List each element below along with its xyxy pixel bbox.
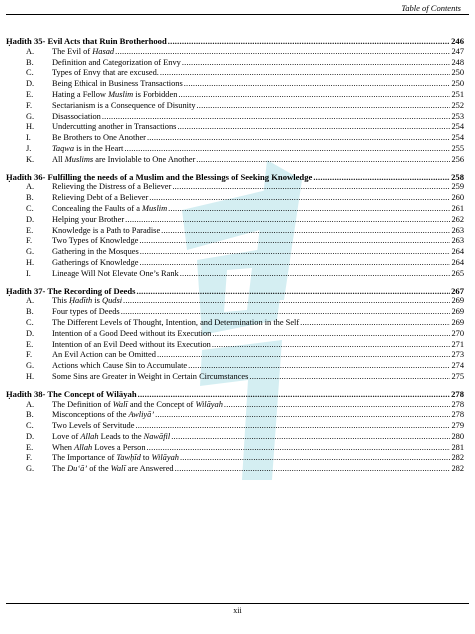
toc-section-heading[interactable] — [0, 389, 475, 400]
dot-leader — [136, 286, 450, 297]
toc-item[interactable] — [0, 464, 475, 475]
item-letter: C. — [26, 317, 34, 327]
item-letter: G. — [26, 361, 35, 371]
dot-leader — [149, 193, 450, 204]
dot-leader — [115, 47, 450, 58]
title-text: is Forbidden — [133, 89, 178, 99]
title-text: Relieving the Distress of a Believer — [52, 182, 172, 192]
title-text: Some Sins are Greater in Weight in Certain Circumstances — [52, 371, 249, 381]
item-letter: F. — [26, 453, 33, 463]
item-title — [52, 79, 183, 90]
dot-leader — [300, 318, 450, 329]
toc-item[interactable] — [0, 112, 475, 123]
title-text: are Inviolable to One Another — [93, 154, 196, 164]
dot-leader — [180, 269, 451, 280]
page-ref: 256 — [451, 154, 464, 164]
italic-term: Tawḥīd — [116, 453, 141, 463]
title-text: Gatherings of Knowledge — [52, 257, 139, 267]
item-title — [52, 226, 160, 237]
item-letter: F. — [26, 236, 33, 246]
dot-leader — [168, 36, 450, 47]
item-title — [52, 182, 171, 193]
dot-leader — [140, 247, 451, 258]
italic-term: Walī — [112, 399, 128, 409]
item-title — [52, 410, 154, 421]
toc-item[interactable] — [0, 144, 475, 155]
title-text: The Different Levels of Thought, Intention, and Determination in the Self — [52, 317, 300, 327]
page-ref: 274 — [451, 361, 464, 371]
italic-term: Nawāfil — [143, 431, 171, 441]
item-title — [52, 329, 211, 340]
title-text: Lineage Will Not Elevate One’s Rank — [52, 268, 179, 278]
toc-item[interactable] — [0, 47, 475, 58]
dot-leader — [224, 400, 451, 411]
dot-leader — [138, 389, 451, 400]
toc-item[interactable] — [0, 182, 475, 193]
dot-leader — [157, 350, 450, 361]
page-ref: 250 — [451, 79, 464, 89]
item-title — [52, 155, 195, 166]
page-ref: 269 — [451, 307, 464, 317]
item-title — [52, 47, 114, 58]
italic-term: Allah — [74, 442, 93, 452]
title-text: Four types of Deeds — [52, 307, 120, 317]
dot-leader — [196, 155, 450, 166]
page-ref: 267 — [451, 285, 464, 296]
toc-item[interactable] — [0, 204, 475, 215]
dot-leader — [178, 90, 450, 101]
item-title — [52, 236, 138, 247]
title-text: Gathering in the Mosques — [52, 247, 139, 257]
italic-term: Allah — [80, 431, 99, 441]
page-ref: 247 — [451, 46, 464, 56]
item-title — [52, 215, 124, 226]
dot-leader — [124, 144, 450, 155]
title-text: is — [92, 296, 103, 306]
page-ref: 273 — [451, 350, 464, 360]
toc-item[interactable] — [0, 296, 475, 307]
title-text: Loves a Person — [92, 442, 146, 452]
toc-item[interactable] — [0, 350, 475, 361]
toc-item[interactable] — [0, 247, 475, 258]
item-letter: K. — [26, 154, 35, 164]
dot-leader — [140, 258, 451, 269]
header-rule — [6, 14, 469, 15]
item-letter: C. — [26, 68, 34, 78]
italic-term: Walī — [110, 464, 126, 474]
item-title — [52, 122, 176, 133]
page-ref: 261 — [451, 203, 464, 213]
section-title: Ḥadīth 35- Evil Acts that Ruin Brotherhood — [6, 36, 167, 46]
title-text: Helping your Brother — [52, 214, 125, 224]
item-letter: A. — [26, 46, 35, 56]
title-text: Relieving Debt of a Believer — [52, 193, 149, 203]
item-letter: C. — [26, 203, 34, 213]
item-letter: J. — [26, 143, 32, 153]
dot-leader — [212, 329, 450, 340]
toc-item[interactable] — [0, 122, 475, 133]
dot-leader — [175, 464, 451, 475]
toc-section — [0, 36, 475, 166]
toc-item[interactable] — [0, 133, 475, 144]
title-text: When — [52, 442, 75, 452]
item-title — [52, 269, 179, 280]
title-text: Knowledge is a Path to Paradise — [52, 225, 161, 235]
dot-leader — [177, 122, 450, 133]
item-title — [52, 58, 181, 69]
title-text: Sectarianism is a Consequence of Disunity — [52, 100, 196, 110]
title-text: All — [52, 154, 65, 164]
item-title — [52, 133, 146, 144]
item-letter: B. — [26, 410, 34, 420]
title-text: Actions which Cause Sin to Accumulate — [52, 361, 188, 371]
toc-section — [0, 389, 475, 475]
dot-leader — [171, 432, 450, 443]
title-text: Two Types of Knowledge — [52, 236, 139, 246]
item-title — [52, 361, 187, 372]
section-title: Ḥadīth 38- The Concept of Wilāyah — [6, 388, 137, 399]
item-letter: E. — [26, 442, 34, 452]
title-text: The Evil of — [52, 46, 93, 56]
title-text: The Importance of — [52, 453, 117, 463]
italic-term: Wilāyah — [195, 399, 223, 409]
item-letter: E. — [26, 225, 34, 235]
page-ref: 278 — [451, 388, 464, 399]
page-number: xii — [233, 606, 242, 615]
page-ref: 262 — [451, 214, 464, 224]
item-letter: F. — [26, 100, 33, 110]
toc-item[interactable] — [0, 79, 475, 90]
toc-item[interactable] — [0, 269, 475, 280]
toc-item[interactable] — [0, 361, 475, 372]
page-ref: 275 — [451, 371, 464, 381]
italic-term: Taqwa — [52, 143, 75, 153]
title-text: This — [52, 296, 69, 306]
toc-item[interactable] — [0, 258, 475, 269]
item-letter: G. — [26, 247, 35, 257]
title-text: The Definition of — [52, 399, 113, 409]
page-ref: 259 — [451, 182, 464, 192]
item-letter: G. — [26, 464, 35, 474]
item-letter: B. — [26, 307, 34, 317]
item-letter: G. — [26, 111, 35, 121]
item-title — [52, 400, 223, 411]
item-letter: D. — [26, 79, 35, 89]
italic-term: Ḥadīth — [68, 296, 93, 306]
item-letter: E. — [26, 89, 34, 99]
item-title — [52, 443, 146, 454]
item-letter: A. — [26, 399, 35, 409]
toc-item[interactable] — [0, 58, 475, 69]
italic-term: Muslims — [64, 154, 94, 164]
italic-term: Hasad — [92, 46, 115, 56]
running-header-title: Table of Contents — [401, 3, 461, 13]
item-title — [52, 193, 148, 204]
title-text: Being Ethical in Business Transactions — [52, 79, 183, 89]
section-title: Ḥadīth 36- Fulfilling the needs of a Muslim and the Blessings of Seeking Knowledge — [6, 171, 313, 182]
item-title — [52, 307, 120, 318]
item-title — [52, 421, 134, 432]
item-title — [52, 204, 167, 215]
dot-leader — [121, 307, 451, 318]
dot-leader — [197, 101, 451, 112]
dot-leader — [125, 215, 450, 226]
italic-term: Qudsi — [102, 296, 123, 306]
toc-item[interactable] — [0, 329, 475, 340]
toc-section — [0, 172, 475, 280]
dot-leader — [139, 236, 450, 247]
item-letter: F. — [26, 350, 33, 360]
item-letter: H. — [26, 257, 35, 267]
item-title — [52, 90, 177, 101]
page-ref: 278 — [451, 410, 464, 420]
dot-leader — [147, 443, 451, 454]
page-ref: 258 — [451, 171, 464, 182]
item-letter: I. — [26, 268, 31, 278]
dot-leader — [161, 226, 450, 237]
toc-item[interactable] — [0, 193, 475, 204]
item-letter: E. — [26, 339, 34, 349]
item-letter: H. — [26, 122, 35, 132]
item-letter: D. — [26, 431, 35, 441]
item-title — [52, 247, 139, 258]
page-ref: 279 — [451, 421, 464, 431]
title-text: Be Brothers to One Another — [52, 133, 146, 143]
item-title — [52, 144, 123, 155]
title-text: Types of Envy that are excused. — [52, 68, 159, 78]
title-text: of the — [87, 464, 111, 474]
page-ref: 252 — [451, 100, 464, 110]
toc-item[interactable] — [0, 318, 475, 329]
italic-term: Wilāyah — [151, 453, 179, 463]
section-title: Ḥadīth 37- The Recording of Deeds — [6, 285, 136, 296]
page-ref: 246 — [451, 36, 464, 46]
title-text: The — [52, 464, 68, 474]
title-text: Intention of a Good Deed without its Execution — [52, 328, 212, 338]
item-title — [52, 372, 248, 383]
dot-leader — [147, 133, 450, 144]
item-letter: D. — [26, 328, 35, 338]
italic-term: Muslim — [108, 89, 134, 99]
page-ref: 263 — [451, 236, 464, 246]
dot-leader — [135, 421, 450, 432]
page-ref: 248 — [451, 57, 464, 67]
dot-leader — [184, 79, 451, 90]
dot-leader — [212, 340, 451, 351]
italic-term: Muslim — [142, 203, 168, 213]
dot-leader — [180, 453, 450, 464]
item-title — [52, 258, 139, 269]
toc-section-heading[interactable] — [0, 172, 475, 183]
page-ref: 253 — [451, 111, 464, 121]
page-ref: 269 — [451, 296, 464, 306]
toc-section — [0, 286, 475, 383]
italic-term: Awliyā’ — [128, 410, 155, 420]
item-title — [52, 318, 299, 329]
toc-item[interactable] — [0, 432, 475, 443]
item-letter: B. — [26, 193, 34, 203]
title-text: Intention of an Evil Deed without its Execution — [52, 339, 211, 349]
toc-item[interactable] — [0, 226, 475, 237]
item-letter: D. — [26, 214, 35, 224]
title-text: An Evil Action can be Omitted — [52, 350, 156, 360]
item-title — [52, 464, 174, 475]
page-ref: 263 — [451, 225, 464, 235]
page-ref: 250 — [451, 68, 464, 78]
toc-item[interactable] — [0, 90, 475, 101]
item-title — [52, 432, 170, 443]
page-ref: 282 — [451, 464, 464, 474]
page-ref: 264 — [451, 257, 464, 267]
page-ref: 282 — [451, 453, 464, 463]
toc-item[interactable] — [0, 68, 475, 79]
toc-item[interactable] — [0, 340, 475, 351]
dot-leader — [313, 172, 450, 183]
toc-item[interactable] — [0, 215, 475, 226]
toc-section-heading[interactable] — [0, 286, 475, 297]
page-ref: 269 — [451, 317, 464, 327]
item-letter: B. — [26, 57, 34, 67]
toc-item[interactable] — [0, 443, 475, 454]
title-text: Leads to the — [98, 431, 144, 441]
toc-item[interactable] — [0, 307, 475, 318]
item-title — [52, 340, 211, 351]
dot-leader — [160, 68, 451, 79]
toc-item[interactable] — [0, 410, 475, 421]
page-ref: 265 — [451, 268, 464, 278]
page-ref: 254 — [451, 133, 464, 143]
item-title — [52, 112, 101, 123]
dot-leader — [188, 361, 450, 372]
page-ref: 281 — [451, 442, 464, 452]
dot-leader — [168, 204, 450, 215]
page-ref: 270 — [451, 328, 464, 338]
page-ref: 280 — [451, 431, 464, 441]
page-ref: 260 — [451, 193, 464, 203]
table-of-contents — [0, 36, 475, 481]
title-text: Concealing the Faults of a — [52, 203, 143, 213]
page-ref: 278 — [451, 399, 464, 409]
title-text: to — [140, 453, 152, 463]
toc-item[interactable] — [0, 372, 475, 383]
item-title — [52, 68, 159, 79]
dot-leader — [182, 58, 451, 69]
dot-leader — [155, 410, 450, 421]
item-title — [52, 296, 122, 307]
italic-term: Du‘ā’ — [67, 464, 88, 474]
dot-leader — [249, 372, 450, 383]
toc-item[interactable] — [0, 236, 475, 247]
toc-item[interactable] — [0, 400, 475, 411]
page-ref: 254 — [451, 122, 464, 132]
title-text: Disassociation — [52, 111, 101, 121]
toc-item[interactable] — [0, 155, 475, 166]
item-letter: C. — [26, 421, 34, 431]
page-ref: 255 — [451, 143, 464, 153]
title-text: Definition and Categorization of Envy — [52, 57, 181, 67]
title-text: is in the Heart — [74, 143, 124, 153]
page-ref: 264 — [451, 247, 464, 257]
title-text: Love of — [52, 431, 81, 441]
toc-item[interactable] — [0, 421, 475, 432]
toc-item[interactable] — [0, 101, 475, 112]
item-title — [52, 101, 196, 112]
footer-rule — [6, 603, 469, 604]
item-letter: A. — [26, 296, 35, 306]
item-letter: H. — [26, 371, 35, 381]
title-text: are Answered — [125, 464, 174, 474]
dot-leader — [123, 296, 450, 307]
page-ref: 271 — [451, 339, 464, 349]
item-title — [52, 453, 179, 464]
dot-leader — [172, 182, 450, 193]
page-ref: 251 — [451, 89, 464, 99]
title-text: Hating a Fellow — [52, 89, 109, 99]
title-text: Misconceptions of the — [52, 410, 129, 420]
title-text: Undercutting another in Transactions — [52, 122, 177, 132]
dot-leader — [102, 112, 451, 123]
toc-section-heading[interactable] — [0, 36, 475, 47]
toc-item[interactable] — [0, 453, 475, 464]
title-text: and the Concept of — [127, 399, 196, 409]
title-text: Two Levels of Servitude — [52, 421, 135, 431]
item-title — [52, 350, 156, 361]
item-letter: I. — [26, 133, 31, 143]
item-letter: A. — [26, 182, 35, 192]
